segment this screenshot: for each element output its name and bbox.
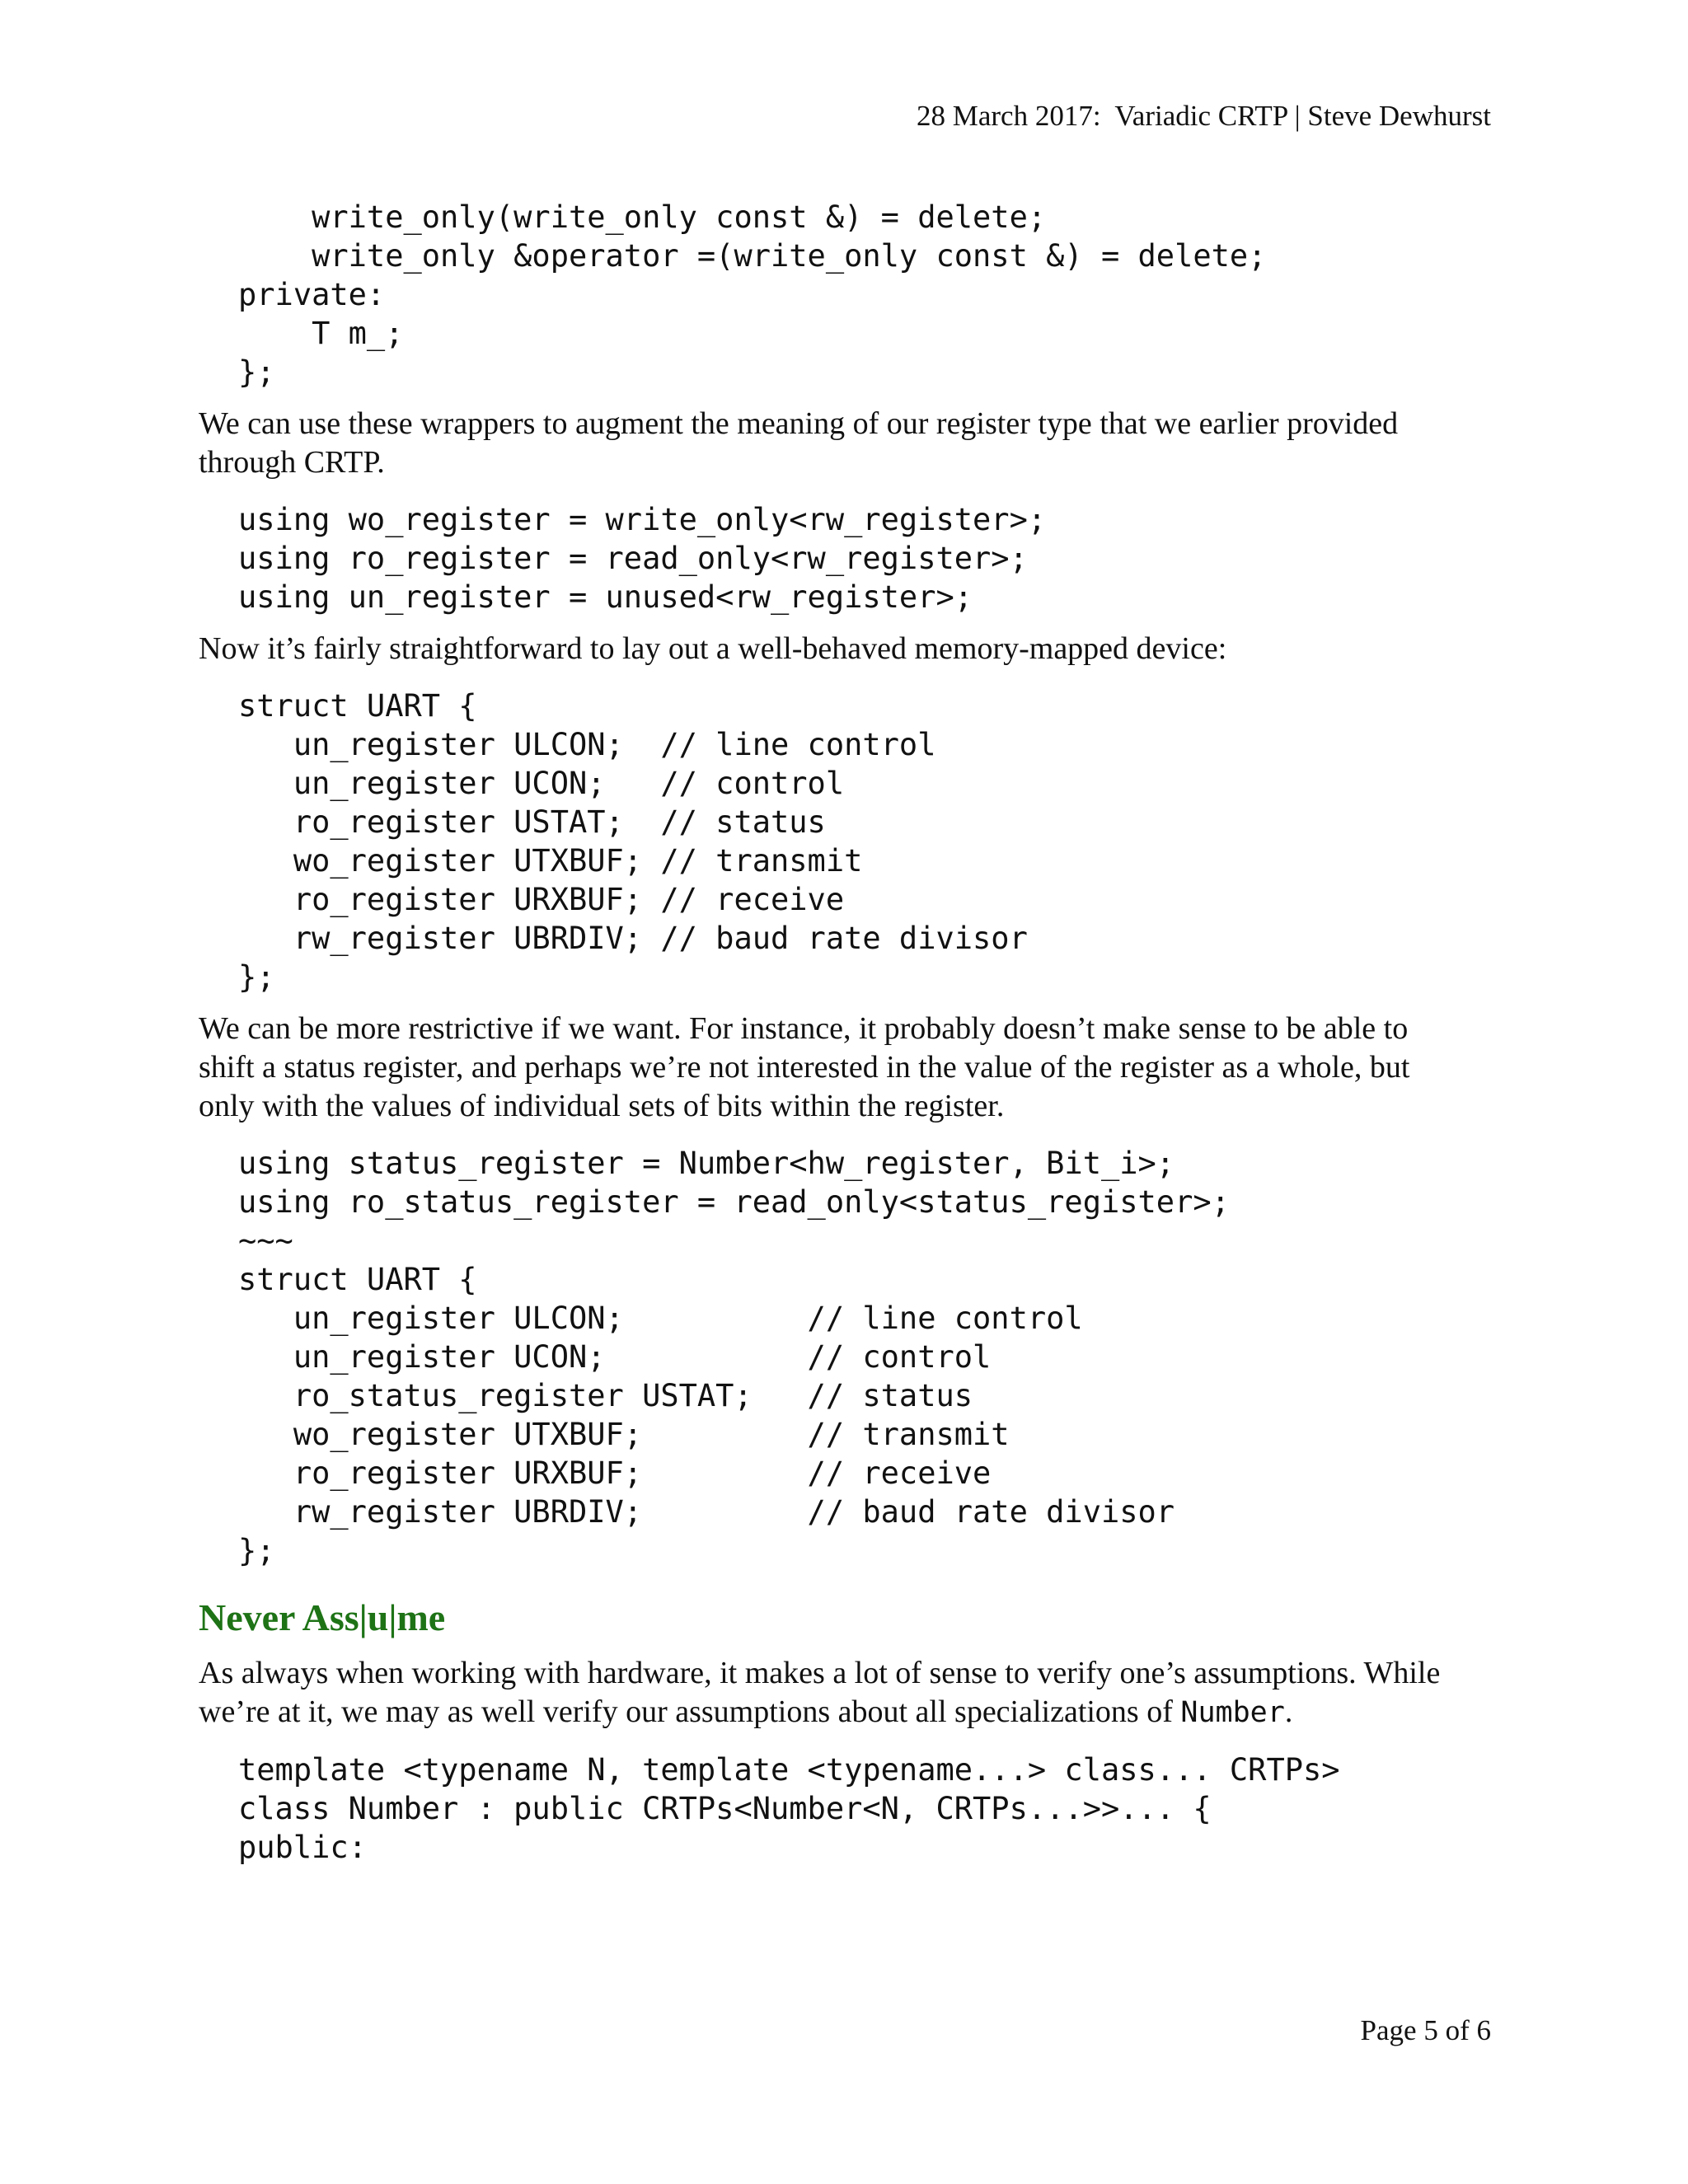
document-body (199, 198, 1491, 1867)
paragraph-verify-assumptions (199, 1654, 1468, 1732)
paragraph-verify-text: As always when working with hardware, it makes a lot of sense to verify one’s assumptions. While we’re at it, we may as well verify our assumptions about all specializations of (199, 1656, 1441, 1729)
inline-code-number: Number (1180, 1696, 1285, 1729)
paragraph-more-restrictive: We can be more restrictive if we want. For instance, it probably doesn’t make sense to be able to shift a status register, and perhaps we’re not interested in the value of the register as a whole, but only with the values of individual sets of bits within the register. (199, 1011, 1410, 1123)
code-block-uart-struct: struct UART { un_register ULCON; // line control un_register UCON; // control ro_register USTAT; // status wo_register UTXBUF; // transmit ro_register URXBUF; // receive rw_register UBRDIV; // baud rate divisor }; (238, 688, 1028, 995)
paragraph-verify-end: . (1284, 1694, 1293, 1729)
code-block-number-template: template <typename N, template <typename...> class... CRTPs> class Number : public CRTPs<Number<N, CRTPs...>>... { public: (238, 1752, 1340, 1865)
paragraph-wrappers: We can use these wrappers to augment the meaning of our register type that we earlier provided through CRTP. (199, 406, 1399, 480)
paragraph-layout-device: Now it’s fairly straightforward to lay out a well-behaved memory-mapped device: (199, 631, 1227, 666)
page-header: 28 March 2017: Variadic CRTP | Steve Dewhurst (916, 100, 1491, 132)
code-block-write-only-tail: write_only(write_only const &) = delete; write_only &operator =(write_only const &) = delete; private: T m_; }; (238, 199, 1267, 390)
section-heading: Never Ass|u|me (199, 1596, 446, 1638)
code-block-status-register: using status_register = Number<hw_register, Bit_i>; using ro_status_register = read_only<status_register>; ~~~ struct UART { un_register ULCON; // line control un_register UCON; // control ro_status_register USTAT; // status wo_register UTXBUF; // transmit ro_register URXBUF; // receive rw_register UBRDIV; // baud rate divisor }; (238, 1146, 1230, 1568)
code-block-register-aliases: using wo_register = write_only<rw_register>; using ro_register = read_only<rw_register>; using un_register = unused<rw_register>; (238, 502, 1047, 615)
page-number: Page 5 of 6 (1360, 2014, 1491, 2046)
